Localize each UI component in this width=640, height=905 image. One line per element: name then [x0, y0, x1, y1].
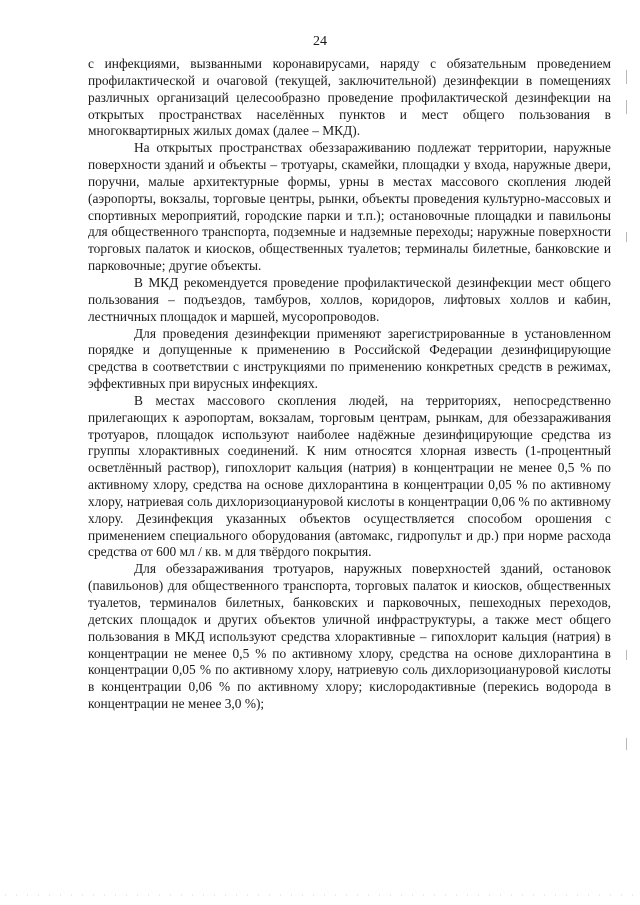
paragraph-continuation: с инфекциями, вызванными коронавирусами, наряду с обязательным проведением профилактической и очаговой (текущей, заключительной) дезинфекции в помещениях различных организаций целесообразно проведение профилактической дезинфекции на открытых пространствах населённых пунктов и мест общего пользования в многоквартирных жилых домах (далее – МКД). — [88, 56, 611, 139]
page-number: 24 — [313, 34, 327, 49]
paragraph-disinfectants: Для проведения дезинфекции применяют зарегистрированные в установленном порядке и допущенные к применению в Российской Федерации дезинфицирующие средства в соответствии с инструкциями по применению конкретных средств в режимах, эффективных при вирусных инфекциях. — [88, 325, 611, 392]
scan-mark — [626, 232, 627, 242]
paragraph-sidewalks: Для обеззараживания тротуаров, наружных поверхностей зданий, остановок (павильонов) для общественного транспорта, торговых палаток и киосков, общественных туалетов, терминалов билетных, банковских и парковочных, пешеходных переходов, детских площадок и других объектов уличной инфраструктуры, а также мест общего пользования в МКД используют средства хлорактивные – гипохлорит кальция (натрия) в концентрации не менее 0,5 % по активному хлору, средства на основе дихлорантина в концентрации 0,05 % по активному хлору, натриевую соль дихлоризоциануровой кислоты в концентрации 0,06 % по активному хлору; кислородактивные (перекись водорода в концентрации не менее 3,0 %); — [88, 561, 611, 712]
paragraph-open-spaces: На открытых пространствах обеззараживанию подлежат территории, наружные поверхности зданий и объекты – тротуары, скамейки, площадки у входа, наружные двери, поручни, малые архитектурные формы, урны в местах массового скопления людей (аэропорты, вокзалы, торговые центры, рынки, объекты проведения культурно-массовых и спортивных мероприятий, городские парки и т.п.); остановочные площадки и павильоны для общественного транспорта, подземные и надземные переходы; наружные поверхности торговых палаток и киосков, общественных туалетов; терминалы билетные, банковские и парковочные; другие объекты. — [88, 140, 611, 274]
scan-mark — [626, 100, 627, 114]
document-body — [88, 56, 611, 713]
scan-mark — [626, 70, 627, 84]
scan-mark — [626, 738, 627, 750]
scan-mark — [626, 650, 627, 660]
paragraph-mkd: В МКД рекомендуется проведение профилактической дезинфекции мест общего пользования – подъездов, тамбуров, холлов, коридоров, лифтовых холлов и кабин, лестничных площадок и маршей, мусоропроводов. — [88, 274, 611, 324]
paragraph-crowded-places: В местах массового скопления людей, на территориях, непосредственно прилегающих к аэропортам, вокзалам, торговым центрам, рынкам, для обеззараживания тротуаров, площадок используют наиболее надёжные дезинфицирующие средства из группы хлорактивных соединений. К ним относятся хлорная известь (1-процентный осветлённый раствор), гипохлорит кальция (натрия) в концентрации не менее 0,5 % по активному хлору, средства на основе дихлорантина в концентрации 0,05 % по активному хлору, натриевая соль дихлоризоциануровой кислоты в концентрации 0,06 % по активному хлору. Дезинфекция указанных объектов осуществляется способом орошения с применением специального оборудования (автомакс, гидропульт и др.) при норме расхода средства от 600 мл / кв. м для твёрдого покрытия. — [88, 392, 611, 560]
scan-noise — [0, 893, 640, 897]
